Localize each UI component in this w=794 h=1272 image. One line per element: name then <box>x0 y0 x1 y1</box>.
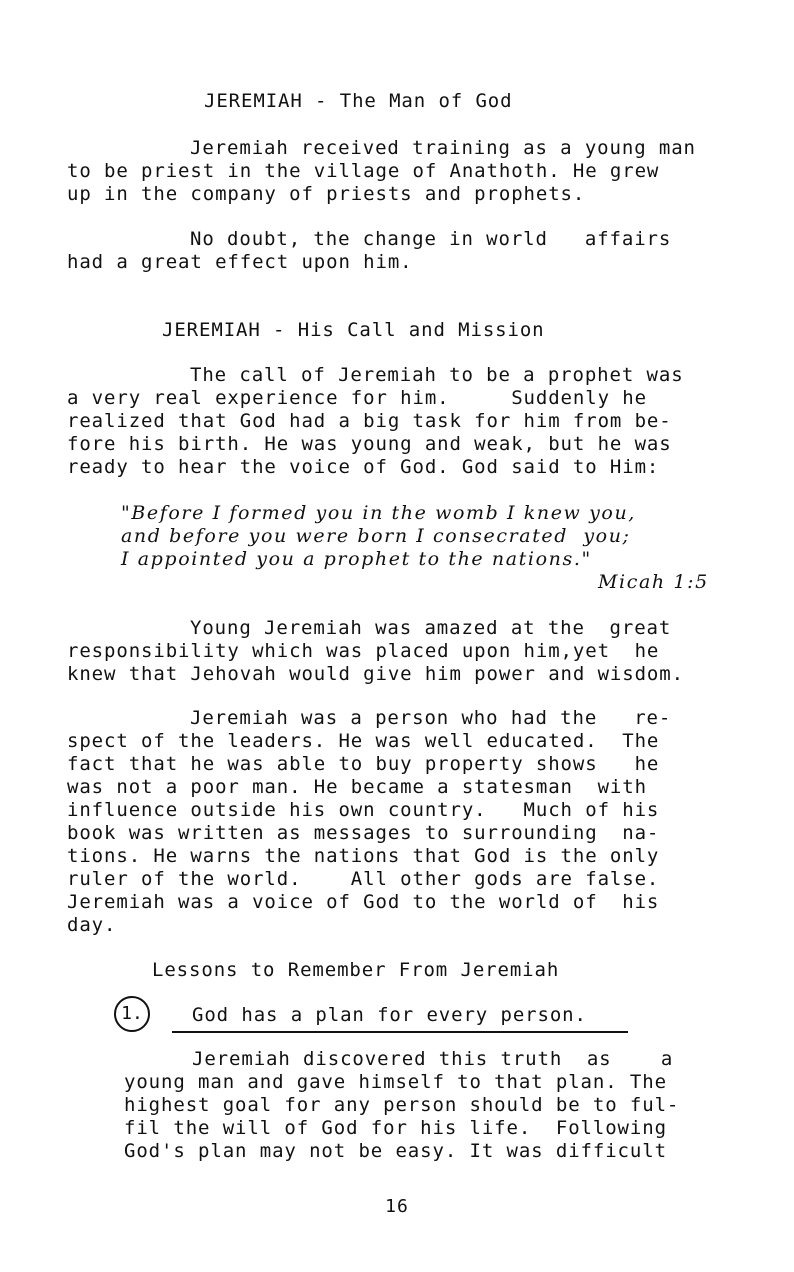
paragraph-line: had a great effect upon him. <box>67 251 413 273</box>
paragraph-line: was not a poor man. He became a statesman with <box>67 776 647 798</box>
lesson-title: God has a plan for every person. <box>192 1004 587 1026</box>
scripture-reference: Micah 1:5 <box>598 571 709 593</box>
paragraph-line: a very real experience for him. Suddenly he <box>67 387 647 409</box>
section-heading-man-of-god: JEREMIAH - The Man of God <box>204 90 513 112</box>
section-heading-call-and-mission: JEREMIAH - His Call and Mission <box>162 319 545 341</box>
paragraph-line: highest goal for any person should be to ful- <box>124 1094 680 1116</box>
paragraph-line: spect of the leaders. He was well educated. The <box>67 730 660 752</box>
paragraph-line: Jeremiah was a person who had the re- <box>190 707 672 729</box>
paragraph-line: Young Jeremiah was amazed at the great <box>190 617 672 639</box>
paragraph-line: Jeremiah discovered this truth as a <box>192 1048 674 1070</box>
paragraph-line: day. <box>67 914 117 936</box>
lessons-heading: Lessons to Remember From Jeremiah <box>152 959 560 981</box>
paragraph-line: The call of Jeremiah to be a prophet was <box>190 364 684 386</box>
paragraph-line: God's plan may not be easy. It was difficult <box>124 1140 667 1162</box>
paragraph-line: young man and gave himself to that plan. The <box>124 1071 667 1093</box>
page-number: 16 <box>385 1196 409 1217</box>
paragraph-line: knew that Jehovah would give him power and wisdom. <box>67 663 684 685</box>
paragraph-line: fact that he was able to buy property shows he <box>67 753 660 775</box>
paragraph-line: up in the company of priests and prophets. <box>67 183 586 205</box>
scripture-quote-line: "Before I formed you in the womb I knew you, <box>121 502 636 524</box>
lesson-number-circle: 1. <box>114 996 150 1032</box>
paragraph-line: Jeremiah was a voice of God to the world of his <box>67 891 660 913</box>
scripture-quote-line: I appointed you a prophet to the nations." <box>121 548 592 570</box>
paragraph-line: tions. He warns the nations that God is the only <box>67 845 660 867</box>
paragraph-line: ruler of the world. All other gods are false. <box>67 868 660 890</box>
scripture-quote-line: and before you were born I consecrated you; <box>121 525 631 547</box>
paragraph-line: responsibility which was placed upon him,yet he <box>67 640 660 662</box>
paragraph-line: Jeremiah received training as a young man <box>190 137 696 159</box>
paragraph-line: No doubt, the change in world affairs <box>190 228 672 250</box>
paragraph-line: to be priest in the village of Anathoth. He grew <box>67 160 660 182</box>
paragraph-line: realized that God had a big task for him from be- <box>67 410 672 432</box>
paragraph-line: ready to hear the voice of God. God said to Him: <box>67 456 660 478</box>
paragraph-line: influence outside his own country. Much of his <box>67 799 660 821</box>
paragraph-line: fore his birth. He was young and weak, but he was <box>67 433 672 455</box>
paragraph-line: fil the will of God for his life. Following <box>124 1117 667 1139</box>
lesson-title-underline <box>172 1031 628 1033</box>
paragraph-line: book was written as messages to surrounding na- <box>67 822 660 844</box>
